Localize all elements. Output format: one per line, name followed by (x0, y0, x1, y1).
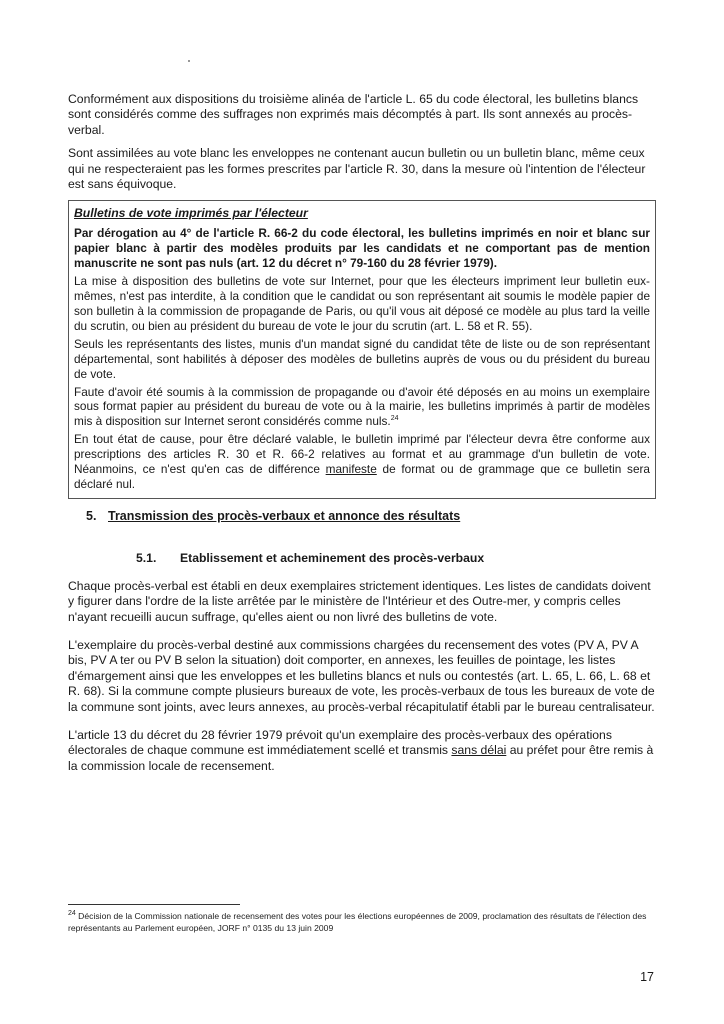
box-paragraph-3 (74, 385, 650, 430)
footnote-reference: 24 (390, 415, 399, 423)
box-paragraph-4-text-b: de format ou de grammage que ce bulletin sera déclaré nul. (74, 462, 650, 491)
box-paragraph-1: La mise à disposition des bulletins de vote sur Internet, pour que les électeurs impriment leur bulletin eux-mêmes, n'est pas interdite, à la condition que le candidat ou son représentant ait soumis le modèle papier de son bulletin à la commission de propagande de Paris, ou qu'il vous ait déposé ce modèle au plus tard la veille du scrutin, ou bien au président du bureau de vote le jour du scrutin (art. L. 58 et R. 55). (74, 274, 650, 333)
box-title: Bulletins de vote imprimés par l'électeur (74, 206, 308, 221)
section-5-title: Transmission des procès-verbaux et annonce des résultats (108, 508, 461, 523)
section-5-1-paragraph-3-text-a: L'article 13 du décret du 28 février 1979 prévoit qu'un exemplaire des procès-verbaux des opérations électorales de chaque commune est immédiatement scellé et transmis (68, 727, 612, 758)
page-body (68, 92, 656, 786)
scan-speck (188, 60, 190, 62)
section-5-1-paragraph-3-underlined: sans délai (451, 743, 507, 758)
intro-paragraph-2: Sont assimilées au vote blanc les enveloppes ne contenant aucun bulletin ou un bulletin blanc, même ceux qui ne respecteraient pas les formes prescrites par l'article R. 30, dans la mesure où l'intention de l'électeur est sans équivoque. (68, 146, 646, 192)
box-paragraph-3-text: Faute d'avoir été soumis à la commission de propagande ou d'avoir été déposés en au moins un exemplaire sous format papier au président du bureau de vote ou à la mairie, les bulletins imprimés à partir de modèles mis à disposition sur Internet seront considérés comme nuls. (74, 384, 650, 429)
section-5-1-paragraph-3-text-b: au préfet pour être remis à la commission locale de recensement. (68, 743, 654, 773)
footnote-separator (68, 904, 240, 905)
section-5-heading (86, 509, 656, 523)
footnote-text: Décision de la Commission nationale de recensement des votes pour les élections européennes de 2009, proclamation des résultats de l'élection des représentants au Parlement européen, JORF n° 0135 du 13 juin 2009 (68, 911, 647, 933)
section-5-number: 5. (86, 508, 97, 523)
section-5-1-body (68, 579, 656, 775)
footnote (68, 910, 658, 934)
section-5-1-paragraph-3 (68, 728, 656, 775)
section-5-1-paragraph-2: L'exemplaire du procès-verbal destiné aux commissions chargées du recensement des votes (PV A, PV A bis, PV A ter ou PV B selon la situation) doit comporter, en annexes, les feuilles de pointage, les listes d'émargement ainsi que les enveloppes et les bulletins blancs et nuls ou contestés (art. L. 65, L. 66, L. 68 et R. 68). Si la commune compte plusieurs bureaux de vote, les procès-verbaux de tous les bureaux de vote de la commune sont joints, avec leurs annexes, au procès-verbal récapitulatif établi par le bureau centralisateur. (68, 637, 655, 714)
section-5-1-number: 5.1. (136, 550, 157, 565)
intro-paragraph-1: Conformément aux dispositions du troisième alinéa de l'article L. 65 du code électoral, les bulletins blancs sont considérés comme des suffrages non exprimés mais décomptés à part. Ils sont annexés au procès-verbal. (68, 92, 639, 137)
page-number: 17 (640, 970, 654, 984)
section-5-1-title: Etablissement et acheminement des procès-verbaux (180, 550, 485, 565)
info-box (68, 200, 656, 498)
section-5-1-heading (136, 551, 656, 565)
box-paragraph-2: Seuls les représentants des listes, munis d'un mandat signé du candidat tête de liste ou de son représentant départemental, sont habilités à déposer des modèles de bulletins auprès de vous ou du président du bureau de vote. (74, 336, 650, 381)
box-bold-paragraph: Par dérogation au 4° de l'article R. 66-2 du code électoral, les bulletins imprimés en noir et blanc sur papier blanc à partir des modèles produits par les candidats et ne comportant pas de mention manuscrite ne sont pas nuls (art. 12 du décret n° 79-160 du 28 février 1979). (74, 226, 650, 271)
section-5-1-paragraph-1: Chaque procès-verbal est établi en deux exemplaires strictement identiques. Les listes de candidats doivent y figurer dans l'ordre de la liste arrêtée par le ministère de l'Intérieur et des Outre-mer, y compris celles n'ayant recueilli aucun suffrage, qu'elles aient ou non livré des bulletins de vote. (68, 578, 651, 625)
box-paragraph-4-text-a: En tout état de cause, pour être déclaré valable, le bulletin imprimé par l'électeur devra être conforme aux prescriptions des articles R. 30 et R. 66-2 relatives au format et au grammage d'un bulletin de vote. Néanmoins, ce n'est qu'en cas de différence (74, 432, 650, 477)
box-paragraph-4 (74, 432, 650, 492)
footnote-mark: 24 (68, 910, 76, 918)
box-paragraph-4-underlined: manifeste (325, 462, 377, 477)
